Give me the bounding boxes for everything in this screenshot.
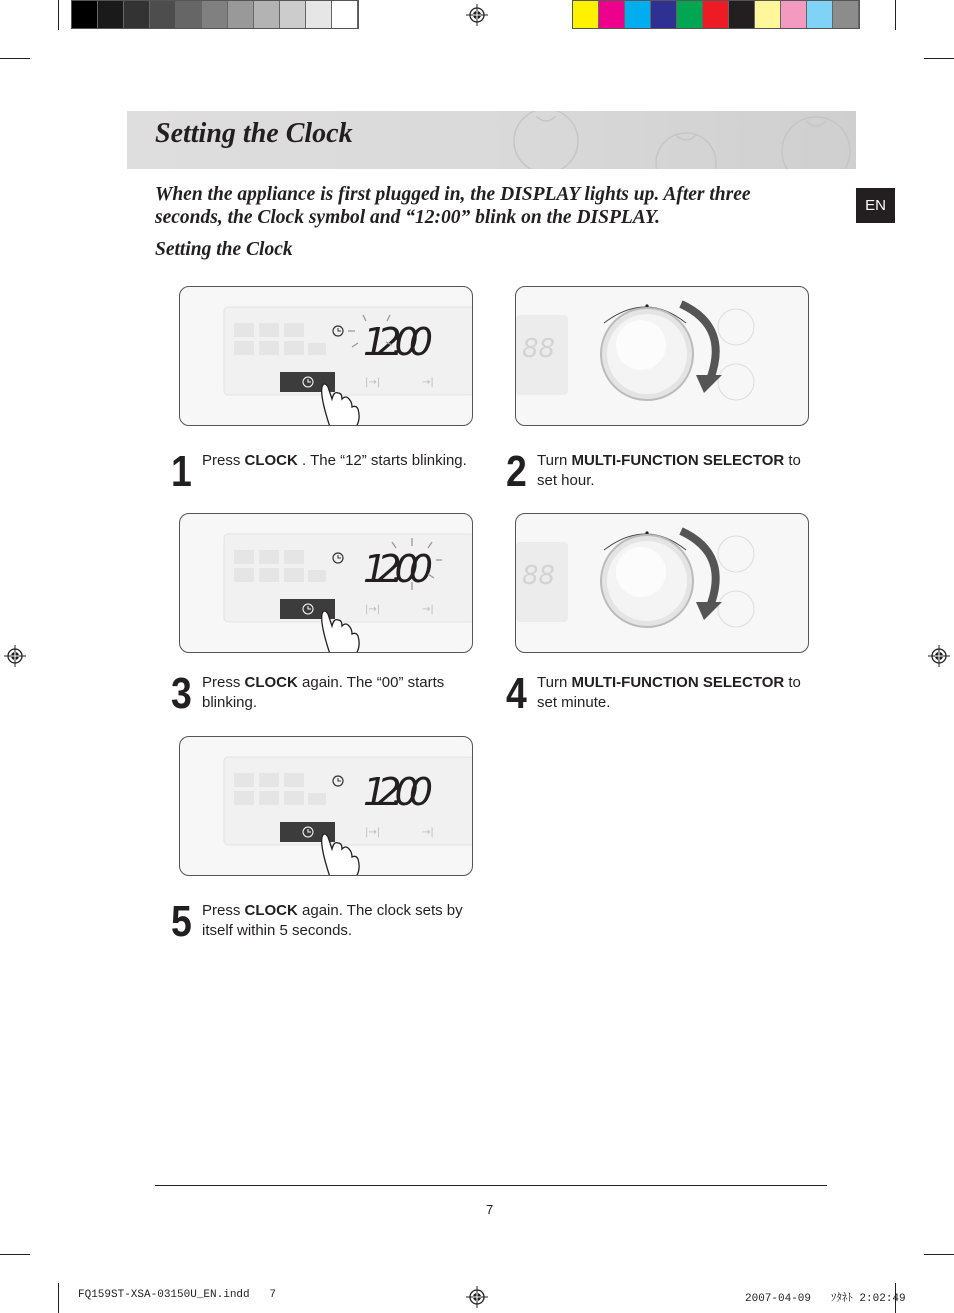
color-swatch <box>599 1 625 28</box>
selector-panel-step-4 <box>515 513 809 653</box>
selector-illustration <box>516 514 809 653</box>
display-panel-step-1 <box>179 286 473 426</box>
display-panel-step-5 <box>179 736 473 876</box>
selector-illustration <box>516 287 809 426</box>
color-swatch <box>625 1 651 28</box>
color-swatch-bar <box>572 0 860 29</box>
step-number: 1 <box>171 447 192 496</box>
color-swatch <box>280 1 306 28</box>
color-swatch <box>98 1 124 28</box>
registration-mark-icon <box>466 4 488 26</box>
svg-text:|→|: |→| <box>365 377 381 388</box>
color-swatch <box>833 1 859 28</box>
slug-date: 2007-04-09 ｿﾀﾈﾄ 2:02:49 <box>745 1293 906 1305</box>
color-swatch <box>306 1 332 28</box>
color-swatch <box>72 1 98 28</box>
display-panel-step-3 <box>179 513 473 653</box>
color-swatch <box>254 1 280 28</box>
crop-mark <box>0 1254 30 1255</box>
selector-panel-step-2 <box>515 286 809 426</box>
color-swatch <box>651 1 677 28</box>
display-time: 12:00 <box>363 770 433 814</box>
control-panel-illustration <box>180 287 473 426</box>
control-panel-illustration <box>180 514 473 653</box>
color-swatch <box>150 1 176 28</box>
svg-text:88: 88 <box>522 334 556 364</box>
step-number: 4 <box>506 669 527 718</box>
color-swatch <box>729 1 755 28</box>
intro-paragraph: When the appliance is first plugged in, the DISPLAY lights up. After three seconds, the Clock symbol and “12:00” blink on the DISPLAY. <box>155 184 751 228</box>
page-number: 7 <box>486 1202 494 1217</box>
svg-text:|→|: |→| <box>365 827 381 838</box>
color-swatch <box>202 1 228 28</box>
footer-rule <box>155 1185 827 1186</box>
selector-knob-icon <box>601 535 693 627</box>
crop-mark <box>924 1254 954 1255</box>
color-swatch <box>573 1 599 28</box>
svg-text:→|: →| <box>422 827 434 838</box>
page-title: Setting the Clock <box>155 118 353 149</box>
svg-text:→|: →| <box>422 604 434 615</box>
color-swatch <box>755 1 781 28</box>
control-panel-illustration <box>180 737 473 876</box>
crop-mark <box>895 0 896 30</box>
crop-mark <box>58 1283 59 1313</box>
step-number: 3 <box>171 669 192 718</box>
gray-swatch-bar <box>71 0 359 29</box>
svg-text:→|: →| <box>422 377 434 388</box>
display-time: 12:00 <box>363 320 433 364</box>
registration-mark-icon <box>466 1286 488 1308</box>
color-swatch <box>781 1 807 28</box>
color-swatch <box>677 1 703 28</box>
crop-mark <box>0 58 30 59</box>
svg-text:88: 88 <box>522 561 556 591</box>
color-swatch <box>228 1 254 28</box>
color-swatch <box>807 1 833 28</box>
display-time: 12:00 <box>363 547 433 591</box>
svg-text:|→|: |→| <box>365 604 381 615</box>
section-subheading: Setting the Clock <box>155 239 293 260</box>
color-swatch <box>703 1 729 28</box>
step-number: 5 <box>171 897 192 946</box>
color-swatch <box>124 1 150 28</box>
step-number: 2 <box>506 447 527 496</box>
crop-mark <box>58 0 59 30</box>
slug-filename: FQ159ST-XSA-03150U_EN.indd 7 <box>78 1289 277 1301</box>
step-text: Press CLOCK again. The clock sets by itself within 5 seconds. <box>202 902 463 939</box>
registration-mark-icon <box>928 645 950 667</box>
step-text: Turn MULTI-FUNCTION SELECTOR to set hour. <box>537 452 801 489</box>
step-text: Turn MULTI-FUNCTION SELECTOR to set minute. <box>537 674 801 711</box>
language-tab: EN <box>856 188 895 223</box>
color-swatch <box>332 1 358 28</box>
selector-knob-icon <box>601 308 693 400</box>
step-text: Press CLOCK again. The “00” starts blinking. <box>202 674 445 711</box>
crop-mark <box>924 58 954 59</box>
tomato-decoration-icon <box>396 111 856 169</box>
step-text: Press CLOCK . The “12” starts blinking. <box>202 452 467 469</box>
color-swatch <box>176 1 202 28</box>
registration-mark-icon <box>4 645 26 667</box>
